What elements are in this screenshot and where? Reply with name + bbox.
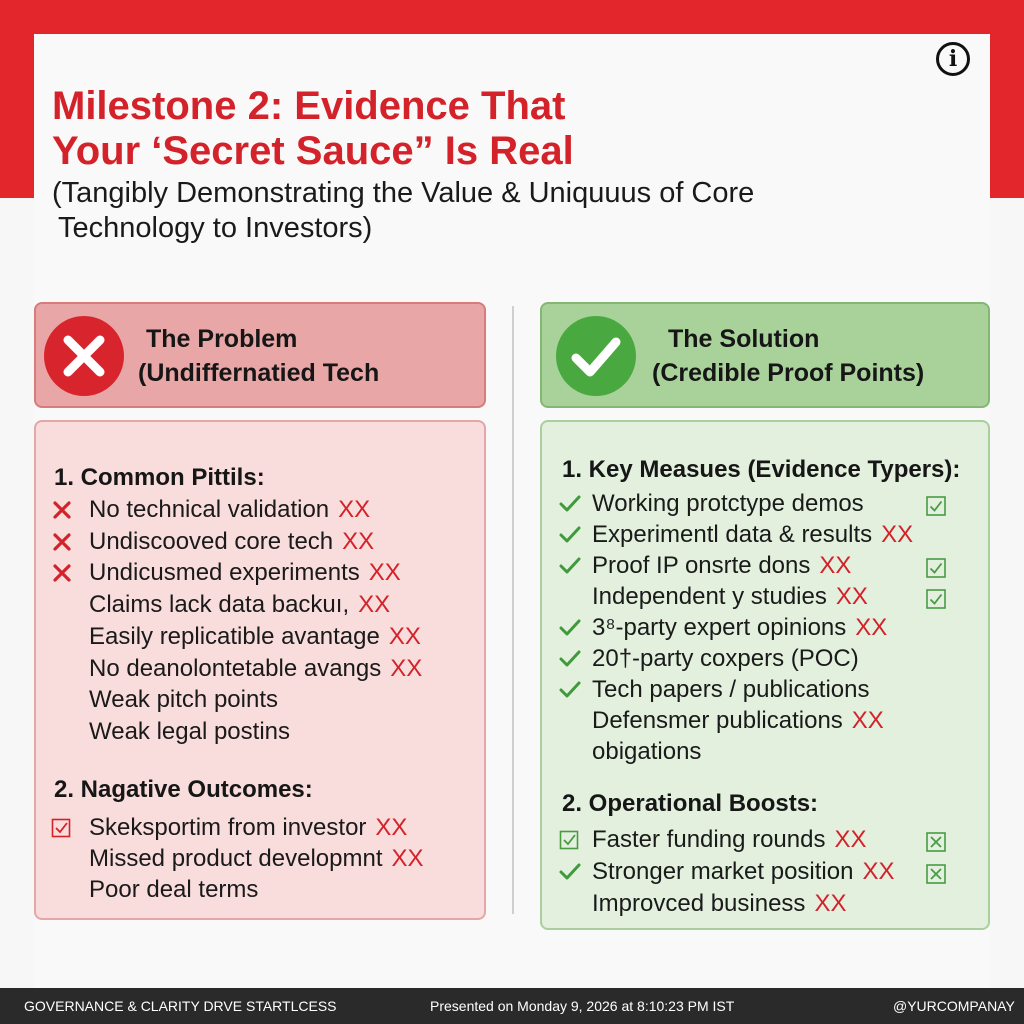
problem-section-1-heading: 1. Common Pittils: bbox=[54, 464, 265, 491]
list-item bbox=[50, 812, 470, 843]
list-item-label: Poor deal terms bbox=[89, 876, 259, 903]
list-item-label: Improvced business bbox=[592, 890, 806, 917]
title-line-1: Milestone 2: Evidence That bbox=[52, 84, 566, 128]
list-item-label: Undiscooved core tech bbox=[89, 527, 334, 555]
xx-marker: XX bbox=[851, 707, 884, 734]
list-item-text bbox=[89, 621, 421, 652]
list-item bbox=[50, 716, 470, 747]
page-title bbox=[52, 84, 872, 174]
list-item bbox=[50, 589, 470, 620]
list-item bbox=[558, 643, 978, 674]
problem-header bbox=[34, 302, 486, 408]
x-mark-icon bbox=[50, 557, 74, 588]
check-mark-icon bbox=[558, 643, 582, 674]
list-item-text bbox=[592, 705, 884, 736]
solution-section-2-heading: 2. Operational Boosts: bbox=[562, 790, 819, 817]
list-item-text bbox=[592, 674, 870, 705]
list-item-text bbox=[89, 812, 407, 843]
list-item bbox=[558, 705, 978, 736]
x-mark-icon bbox=[50, 494, 74, 525]
title-line-2: Your ‘Secret Sauce” Is Real bbox=[52, 129, 574, 173]
footer-presented-text: Presented on Monday 9, 2026 at 8:10:23 PM IST bbox=[430, 998, 735, 1014]
list-item-text bbox=[89, 874, 258, 905]
solution-title bbox=[652, 322, 924, 390]
xx-marker: XX bbox=[342, 527, 375, 555]
list-item-text bbox=[592, 736, 701, 767]
list-item-label: Undicusmed experiments bbox=[89, 559, 360, 587]
list-item bbox=[50, 494, 470, 525]
xx-marker: XX bbox=[375, 814, 408, 841]
x-mark-icon bbox=[50, 526, 74, 557]
list-item bbox=[558, 519, 978, 550]
list-item bbox=[50, 653, 470, 684]
xx-marker: XX bbox=[834, 826, 867, 853]
list-item-text bbox=[592, 856, 894, 887]
subtitle-line-2: Technology to Investors) bbox=[58, 212, 373, 244]
check-mark-icon bbox=[558, 488, 582, 519]
list-item-label: Experimentl data & results bbox=[592, 521, 873, 548]
list-item-text bbox=[592, 888, 846, 919]
list-item bbox=[558, 674, 978, 705]
x-circle-icon bbox=[44, 316, 124, 396]
solution-header bbox=[540, 302, 990, 408]
list-item bbox=[558, 488, 978, 519]
xx-marker: XX bbox=[368, 559, 401, 587]
info-icon[interactable]: i bbox=[936, 42, 970, 76]
solution-title-line-2: (Credible Proof Points) bbox=[652, 359, 925, 387]
page-subtitle bbox=[52, 176, 892, 246]
list-item-text bbox=[89, 589, 390, 620]
list-item-label: Proof IP onsrte dons bbox=[592, 552, 811, 579]
list-item-text bbox=[592, 643, 859, 674]
subtitle-line-1: (Tangibly Demonstrating the Value & Uniquuus of Core bbox=[52, 177, 755, 209]
list-item bbox=[50, 843, 470, 874]
problem-title-line-2: (Undiffernatied Tech bbox=[138, 359, 380, 387]
xx-marker: XX bbox=[338, 496, 371, 523]
list-item bbox=[558, 856, 978, 887]
xx-marker: XX bbox=[358, 591, 391, 619]
check-mark-icon bbox=[558, 612, 582, 643]
list-item-label: No deanolontetable avangs bbox=[89, 654, 382, 682]
list-item-label: Easily replicatible avantage bbox=[89, 622, 380, 650]
list-item-label: Working protctype demos bbox=[592, 490, 864, 517]
list-item-label: Tech papers / publications bbox=[592, 676, 870, 703]
checkbox-icon bbox=[558, 824, 582, 855]
problem-title-line-1: The Problem bbox=[146, 325, 298, 353]
column-divider bbox=[512, 306, 514, 914]
list-item-text bbox=[592, 519, 913, 550]
list-item-text bbox=[89, 843, 424, 874]
list-item-label: Defensmer publications bbox=[592, 707, 843, 734]
list-item-text bbox=[89, 684, 278, 715]
list-item-text bbox=[89, 526, 374, 557]
list-item bbox=[558, 736, 978, 767]
list-item bbox=[558, 612, 978, 643]
solution-title-line-1: The Solution bbox=[668, 325, 820, 353]
xx-marker: XX bbox=[862, 858, 895, 885]
crossed-box-icon[interactable] bbox=[926, 861, 946, 881]
list-item-label: 20†-party coxpers (POC) bbox=[592, 645, 859, 672]
footer-bar bbox=[0, 988, 1024, 1024]
list-item bbox=[558, 824, 978, 855]
xx-marker: XX bbox=[391, 845, 424, 872]
problem-section-2-heading: 2. Nagative Outcomes: bbox=[54, 776, 313, 803]
check-mark-icon bbox=[558, 856, 582, 887]
xx-marker: XX bbox=[855, 614, 888, 641]
list-item-label: Stronger market position bbox=[592, 858, 854, 885]
footer-handle-text: @YURCOMPANAY bbox=[893, 998, 1015, 1014]
problem-title bbox=[138, 322, 379, 390]
list-item-text bbox=[592, 550, 851, 581]
list-item bbox=[50, 874, 470, 905]
list-item-text bbox=[89, 716, 290, 747]
list-item bbox=[50, 621, 470, 652]
solution-section-1-heading: 1. Key Measues (Evidence Typers): bbox=[562, 456, 961, 483]
list-item-label: Weak legal postins bbox=[89, 717, 290, 745]
list-item-text bbox=[592, 488, 864, 519]
checked-box-icon[interactable] bbox=[926, 586, 946, 606]
list-item-label: Claims lack data backuı, bbox=[89, 591, 350, 619]
xx-marker: XX bbox=[814, 890, 847, 917]
checked-box-icon[interactable] bbox=[926, 493, 946, 513]
list-item-label: obigations bbox=[592, 738, 702, 765]
footer-left-text: GOVERNANCE & CLARITY DRVE STARTLCESS bbox=[24, 998, 337, 1014]
xx-marker: XX bbox=[390, 654, 423, 682]
list-item-text bbox=[89, 557, 401, 588]
list-item bbox=[558, 581, 978, 612]
list-item-label: Weak pitch points bbox=[89, 686, 278, 714]
checked-box-icon[interactable] bbox=[926, 555, 946, 575]
list-item-label: 3⁸-party expert opinions bbox=[592, 614, 847, 641]
xx-marker: XX bbox=[388, 622, 421, 650]
list-item-text bbox=[89, 494, 370, 525]
xx-marker: XX bbox=[881, 521, 914, 548]
list-item bbox=[50, 684, 470, 715]
list-item-label: No technical validation bbox=[89, 496, 330, 523]
list-item bbox=[50, 557, 470, 588]
list-item bbox=[558, 888, 978, 919]
xx-marker: XX bbox=[835, 583, 868, 610]
list-item-text bbox=[592, 581, 868, 612]
crossed-box-icon[interactable] bbox=[926, 829, 946, 849]
list-item bbox=[50, 526, 470, 557]
list-item-label: Missed product developmnt bbox=[89, 845, 383, 872]
list-item-text bbox=[592, 824, 867, 855]
check-circle-icon bbox=[556, 316, 636, 396]
list-item bbox=[558, 550, 978, 581]
check-mark-icon bbox=[558, 674, 582, 705]
xx-marker: XX bbox=[819, 552, 852, 579]
check-mark-icon bbox=[558, 550, 582, 581]
list-item-text bbox=[89, 653, 422, 684]
list-item-label: Independent y studies bbox=[592, 583, 827, 610]
list-item-label: Skeksportim from investor bbox=[89, 814, 367, 841]
check-mark-icon bbox=[558, 519, 582, 550]
list-item-label: Faster funding rounds bbox=[592, 826, 826, 853]
list-item-text bbox=[592, 612, 887, 643]
checkbox-icon bbox=[50, 812, 74, 843]
